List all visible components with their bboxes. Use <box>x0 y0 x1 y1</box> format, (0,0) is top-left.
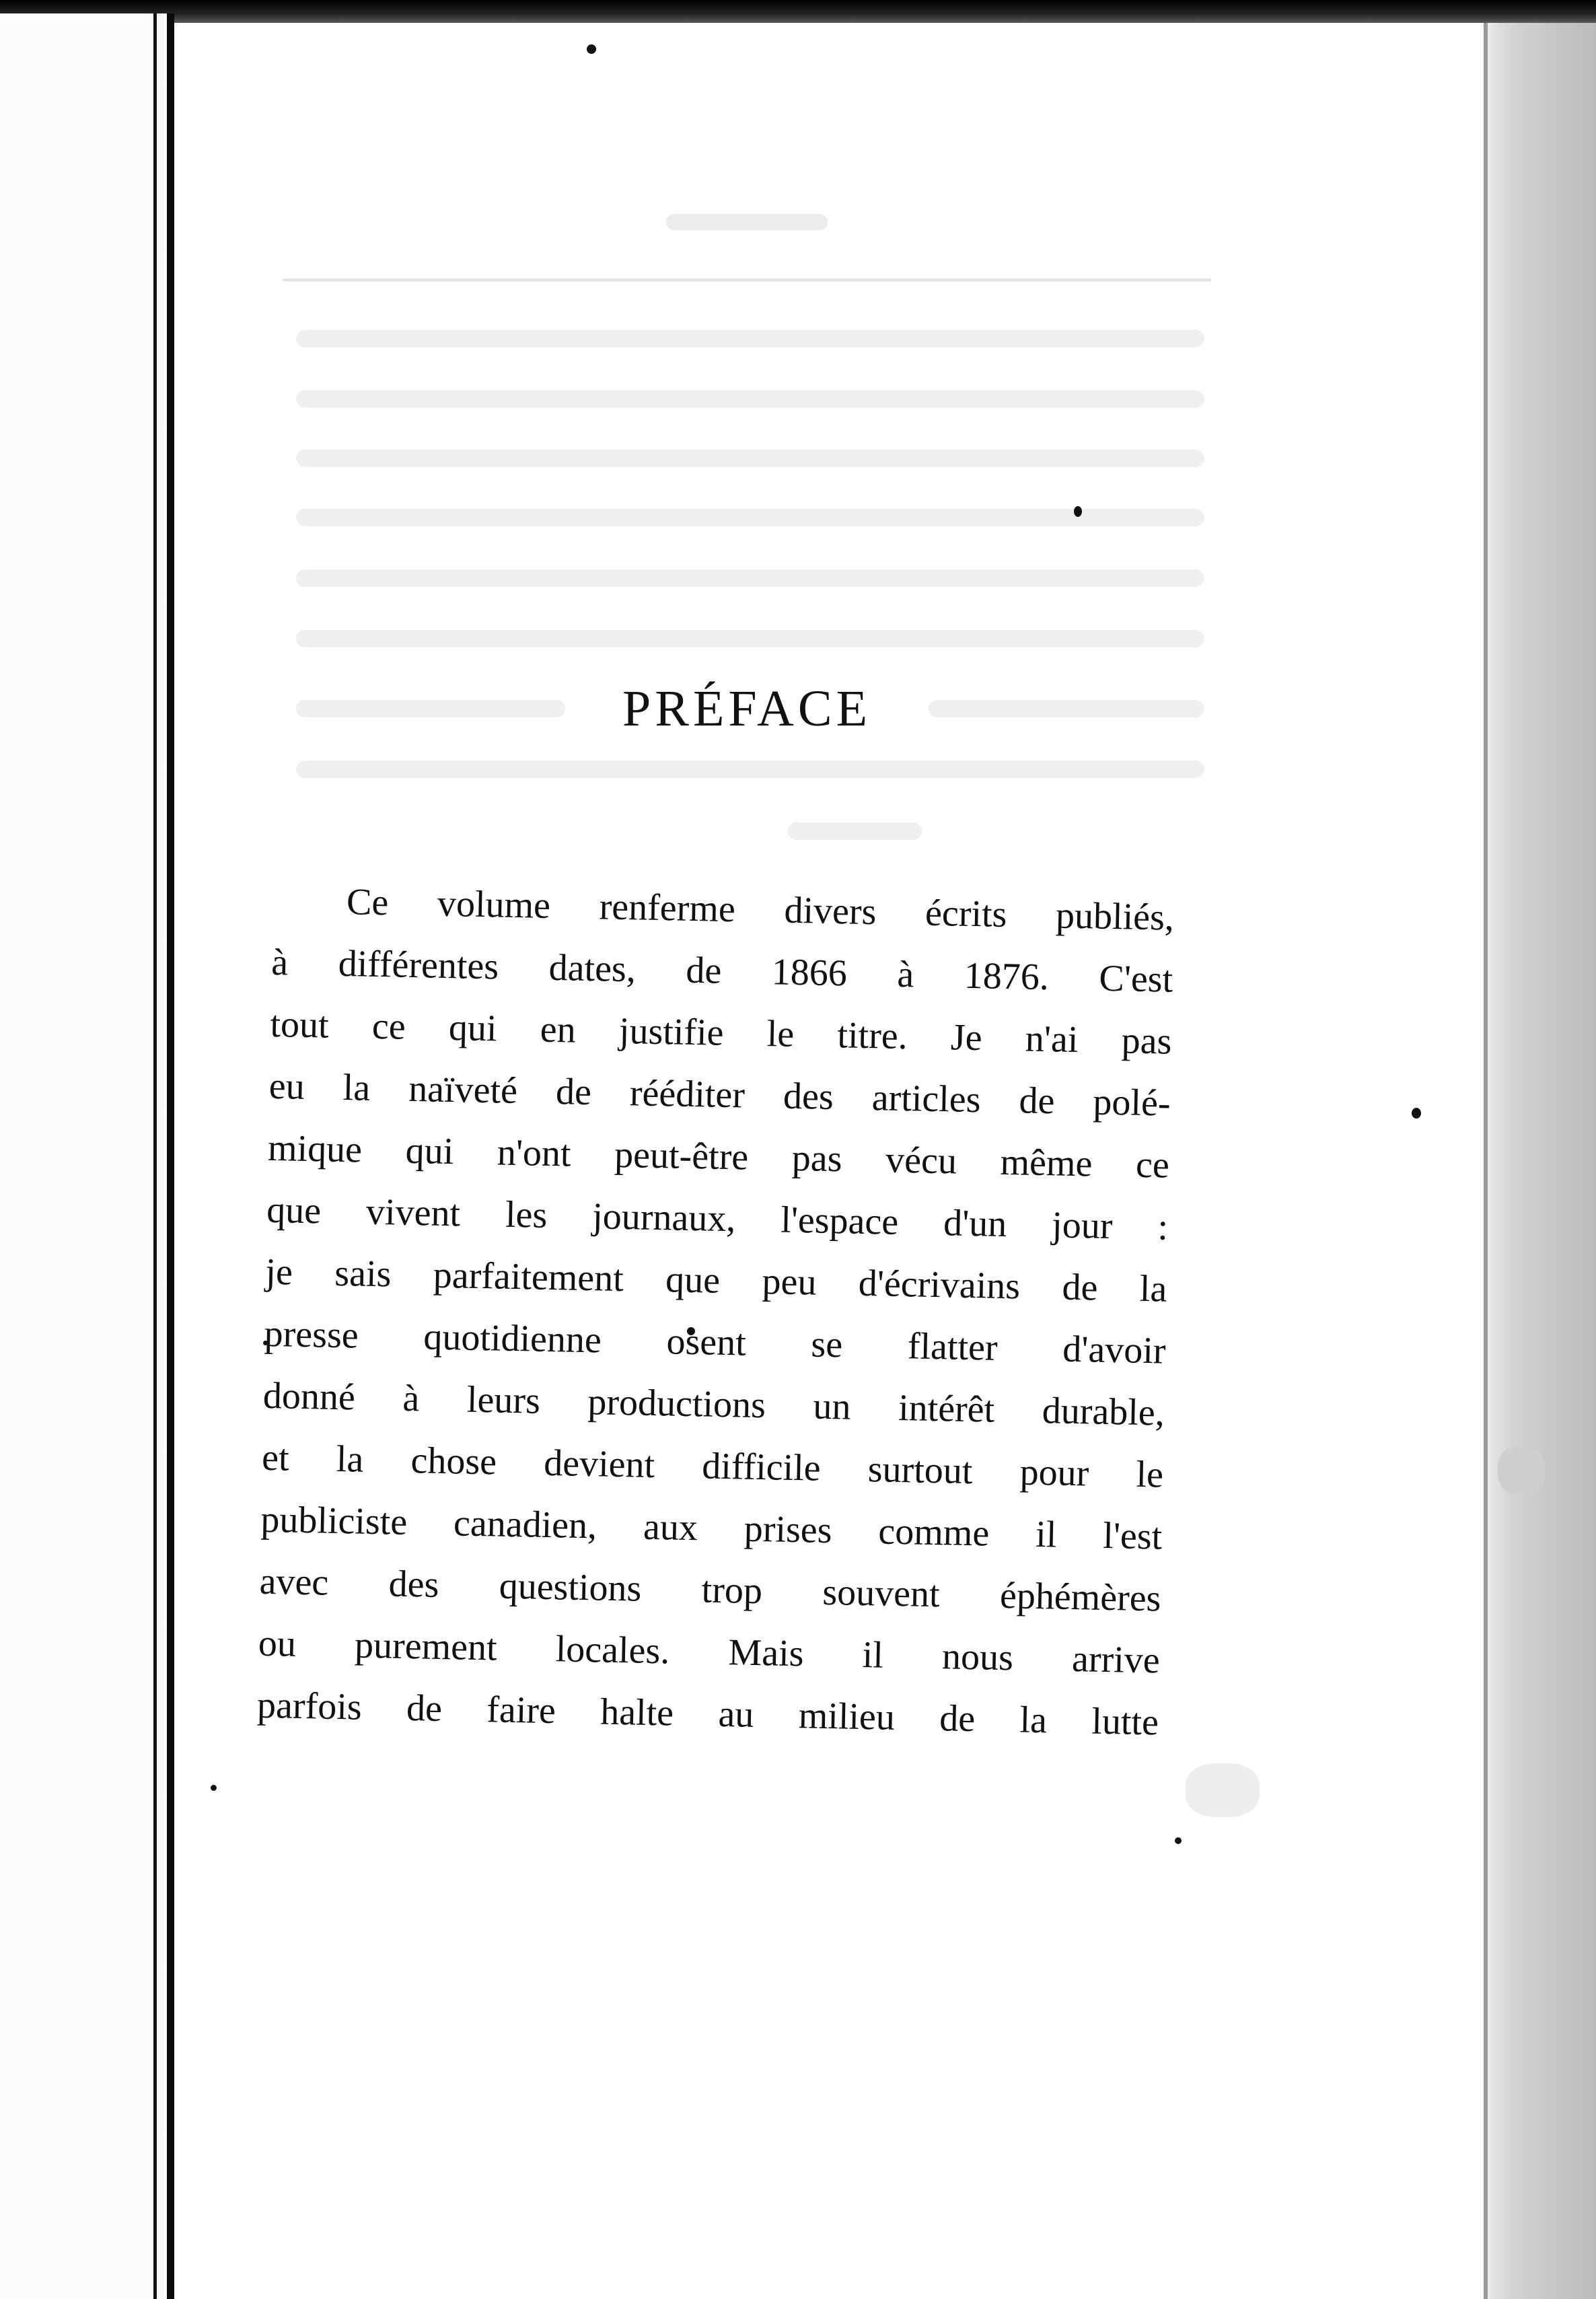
show-through-rule <box>283 279 1211 281</box>
paper-smudge <box>1186 1763 1260 1817</box>
show-through-line <box>296 569 1204 587</box>
text-line: eu la naïveté de rééditer des articles de polé- <box>268 1065 1171 1125</box>
page-title: PRÉFACE <box>622 680 871 737</box>
scan-top-shadow <box>0 0 1596 23</box>
show-through-line <box>787 822 922 840</box>
text-line: à différentes dates, de 1866 à 1876. C'est <box>270 941 1173 1001</box>
text-line: presse quotidienne osent se flatter d'avoir <box>264 1312 1167 1372</box>
gutter-shadow-line <box>167 13 174 2299</box>
text-line: et la chose devient difficile surtout pour le <box>261 1436 1164 1496</box>
preface-paragraph <box>256 870 1174 1753</box>
paper-smudge <box>1498 1447 1545 1494</box>
show-through-line <box>296 630 1204 647</box>
show-through-header <box>666 214 828 230</box>
ink-speck <box>1412 1108 1421 1119</box>
show-through-line <box>296 390 1204 408</box>
text-line: je sais parfaitement que peu d'écrivains de la <box>264 1250 1167 1310</box>
facing-page-edge <box>0 13 156 2299</box>
ink-speck <box>587 44 596 54</box>
text-line: ou purement locales. Mais il nous arrive <box>258 1622 1161 1682</box>
show-through-line <box>296 761 1204 778</box>
page-stack-edge <box>1484 23 1596 2299</box>
show-through-line <box>296 330 1204 347</box>
ink-speck <box>1074 506 1082 517</box>
ink-speck <box>1175 1837 1182 1844</box>
text-line: parfois de faire halte au milieu de la lutte <box>256 1684 1159 1744</box>
text-line: que vivent les journaux, l'espace d'un jour : <box>266 1189 1169 1248</box>
text-line: avec des questions trop souvent éphémères <box>259 1560 1162 1620</box>
text-line: tout ce qui en justifie le titre. Je n'ai pas <box>269 1003 1172 1063</box>
text-line: publiciste canadien, aux prises comme il l'est <box>260 1498 1163 1558</box>
show-through-line <box>296 509 1204 526</box>
text-line: mique qui n'ont peut-être pas vécu même ce <box>267 1127 1170 1187</box>
show-through-line <box>296 450 1204 467</box>
text-line: donné à leurs productions un intérêt durable, <box>262 1374 1165 1434</box>
text-line: Ce volume renferme divers écrits publiés, <box>346 881 1175 939</box>
page-stack-edge-line <box>1484 23 1488 2299</box>
ink-speck <box>211 1785 217 1791</box>
